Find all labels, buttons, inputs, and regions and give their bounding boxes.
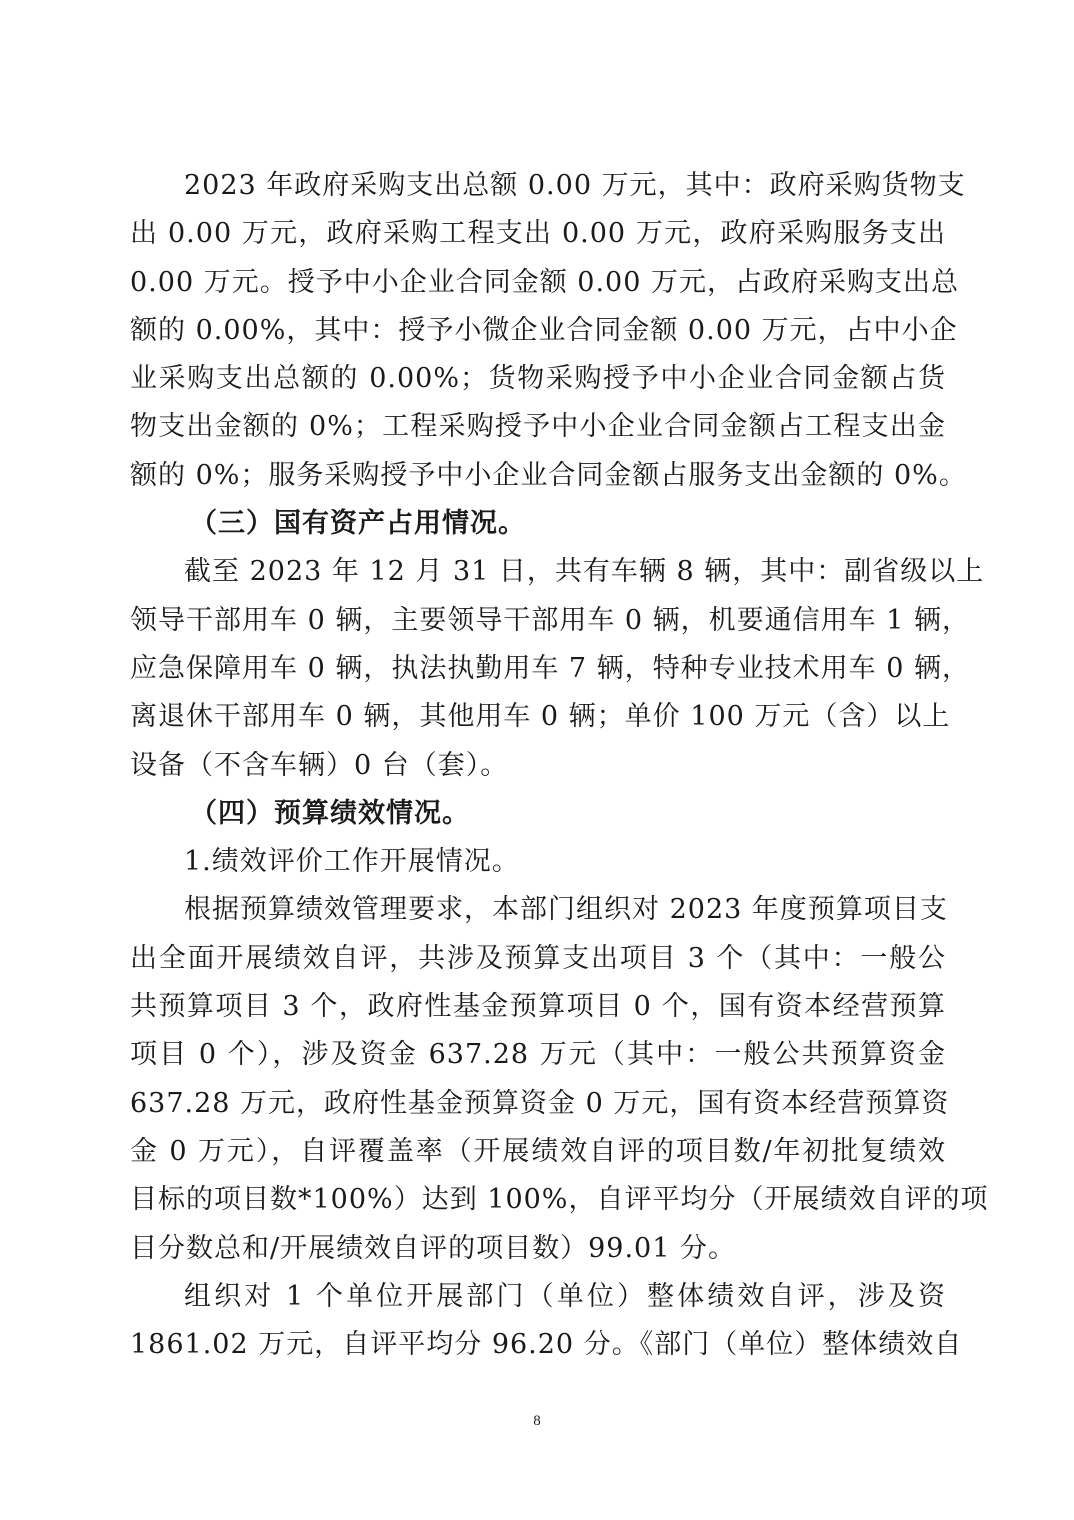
- text-line: 领导干部用车 0 辆，主要领导干部用车 0 辆，机要通信用车 1 辆，: [130, 604, 971, 636]
- text-line: 共预算项目 3 个，政府性基金预算项目 0 个，国有资本经营预算: [130, 991, 946, 1023]
- text-line: 2023 年政府采购支出总额 0.00 万元，其中：政府采购货物支: [184, 170, 966, 201]
- text-line: 0.00 万元。授予中小企业合同金额 0.00 万元，占政府采购支出总: [130, 266, 959, 298]
- text-line: 出全面开展绩效自评，共涉及预算支出项目 3 个（其中：一般公: [130, 942, 946, 974]
- text-line: 额的 0%；服务采购授予中小企业合同金额占服务支出金额的 0%。: [130, 459, 967, 491]
- text-line: 项目 0 个），涉及资金 637.28 万元（其中：一般公共预算资金: [130, 1039, 946, 1071]
- text-line: 截至 2023 年 12 月 31 日，共有车辆 8 辆，其中：副省级以上: [184, 556, 985, 588]
- text-line: 根据预算绩效管理要求，本部门组织对 2023 年度预算项目支: [184, 894, 948, 926]
- text-line: 目分数总和/开展绩效自评的项目数）99.01 分。: [130, 1232, 736, 1264]
- text-line: 目标的项目数*100%）达到 100%，自评平均分（开展绩效自评的项: [130, 1184, 989, 1216]
- subsection-heading-evaluation: 1.绩效评价工作开展情况。: [184, 846, 520, 878]
- text-line: 637.28 万元，政府性基金预算资金 0 万元，国有资本经营预算资: [130, 1087, 950, 1119]
- paragraph-vehicles: [130, 548, 985, 789]
- section-heading-state-assets: （三）国有资产占用情况。: [190, 508, 526, 540]
- text-line: 金 0 万元），自评覆盖率（开展绩效自评的项目数/年初批复绩效: [130, 1135, 946, 1167]
- text-line: 额的 0.00%，其中：授予小微企业合同金额 0.00 万元，占中小企: [130, 314, 958, 346]
- text-line: 1861.02 万元，自评平均分 96.20 分。《部门（单位）整体绩效自: [130, 1329, 963, 1361]
- page-number: 8: [533, 1413, 541, 1429]
- paragraph-government-procurement: [130, 162, 967, 500]
- text-line: 物支出金额的 0%；工程采购授予中小企业合同金额占工程支出金: [130, 411, 946, 443]
- document-body: [130, 162, 989, 1369]
- section-heading-budget-performance: （四）预算绩效情况。: [190, 797, 470, 829]
- text-line: 组织对 1 个单位开展部门（单位）整体绩效自评，涉及资: [184, 1280, 946, 1312]
- text-line: 应急保障用车 0 辆，执法执勤用车 7 辆，特种专业技术用车 0 辆，: [130, 652, 971, 684]
- text-line: 出 0.00 万元，政府采购工程支出 0.00 万元，政府采购服务支出: [130, 218, 946, 250]
- text-line: 业采购支出总额的 0.00%；货物采购授予中小企业合同金额占货: [130, 363, 946, 395]
- paragraph-performance-evaluation: [130, 886, 989, 1272]
- paragraph-overall-evaluation: [130, 1273, 963, 1370]
- text-line: 离退休干部用车 0 辆，其他用车 0 辆；单价 100 万元（含）以上: [130, 701, 951, 733]
- text-line: 设备（不含车辆）0 台（套）。: [130, 749, 509, 781]
